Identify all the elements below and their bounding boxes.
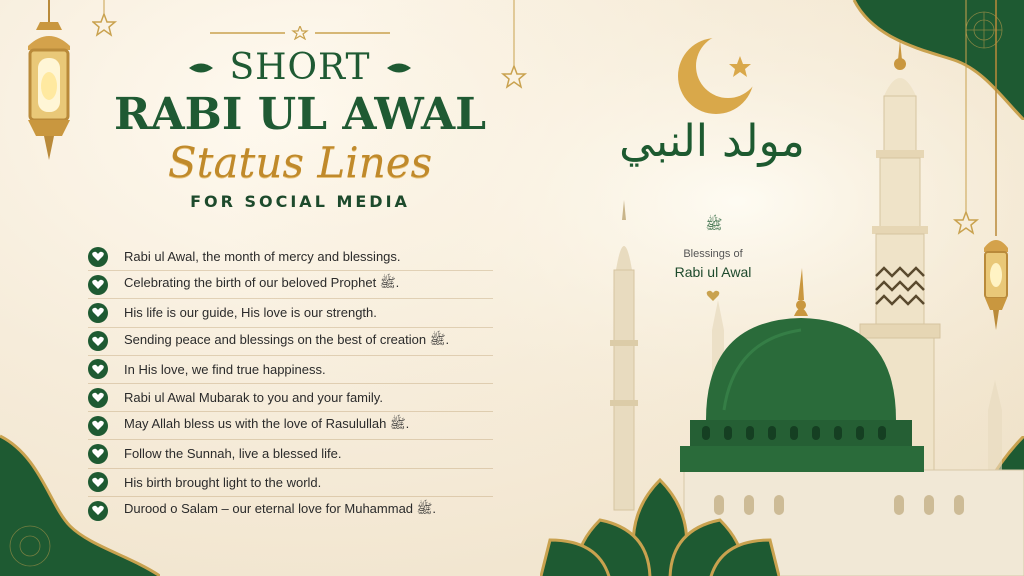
headline-block <box>80 22 520 211</box>
list-item <box>88 384 493 412</box>
status-line-text: Celebrating the birth of our beloved Prophet ﷺ. <box>124 275 400 291</box>
arabic-honorific: ﷺ <box>705 217 723 233</box>
status-line-text: His life is our guide, His love is our strength. <box>124 305 377 321</box>
title-line-status-lines: Status Lines <box>167 138 433 187</box>
leaf-icon <box>187 61 215 75</box>
heart-icon <box>88 416 108 436</box>
heart-icon <box>88 359 108 379</box>
leaf-icon <box>385 61 413 75</box>
status-line-text: Durood o Salam – our eternal love for Muhammad ﷺ. <box>124 501 436 517</box>
heart-icon <box>88 472 108 492</box>
status-line-text: Follow the Sunnah, live a blessed life. <box>124 446 342 462</box>
heart-icon <box>88 275 108 295</box>
list-item <box>88 299 493 327</box>
list-item <box>88 497 493 525</box>
heart-icon <box>88 388 108 408</box>
status-line-text: Rabi ul Awal Mubarak to you and your family. <box>124 390 383 406</box>
status-line-text: Sending peace and blessings on the best of creation ﷺ. <box>124 331 450 347</box>
list-item <box>88 328 493 356</box>
heart-icon <box>88 501 108 521</box>
heart-icon <box>88 444 108 464</box>
heart-icon <box>88 247 108 267</box>
list-item <box>88 412 493 440</box>
heart-icon <box>88 303 108 323</box>
title-line-short <box>80 48 520 88</box>
arabic-calligraphy-title: مولد النبي <box>619 116 805 167</box>
heart-icon <box>706 290 720 302</box>
caption-main: Rabi ul Awal <box>674 264 752 280</box>
status-list <box>88 243 493 525</box>
caption-small: Blessings of <box>683 248 743 260</box>
status-line-text: May Allah bless us with the love of Rasulullah ﷺ. <box>124 416 410 432</box>
title-line-for-social-media: FOR SOCIAL MEDIA <box>190 192 410 211</box>
status-line-text: Rabi ul Awal, the month of mercy and blessings. <box>124 249 401 265</box>
status-line-text: His birth brought light to the world. <box>124 474 322 490</box>
title-ornament <box>80 22 520 44</box>
heart-icon <box>88 331 108 351</box>
star-divider-icon <box>190 26 410 40</box>
title-short-text: SHORT <box>229 47 371 88</box>
lantern-icon <box>14 0 84 175</box>
list-item <box>88 440 493 468</box>
list-item <box>88 469 493 497</box>
list-item <box>88 243 493 271</box>
list-item <box>88 356 493 384</box>
title-line-rabi-ul-awal: RABI UL AWAL <box>113 89 487 140</box>
status-line-text: In His love, we find true happiness. <box>124 361 326 377</box>
list-item <box>88 271 493 299</box>
leaf-icon <box>540 470 780 576</box>
